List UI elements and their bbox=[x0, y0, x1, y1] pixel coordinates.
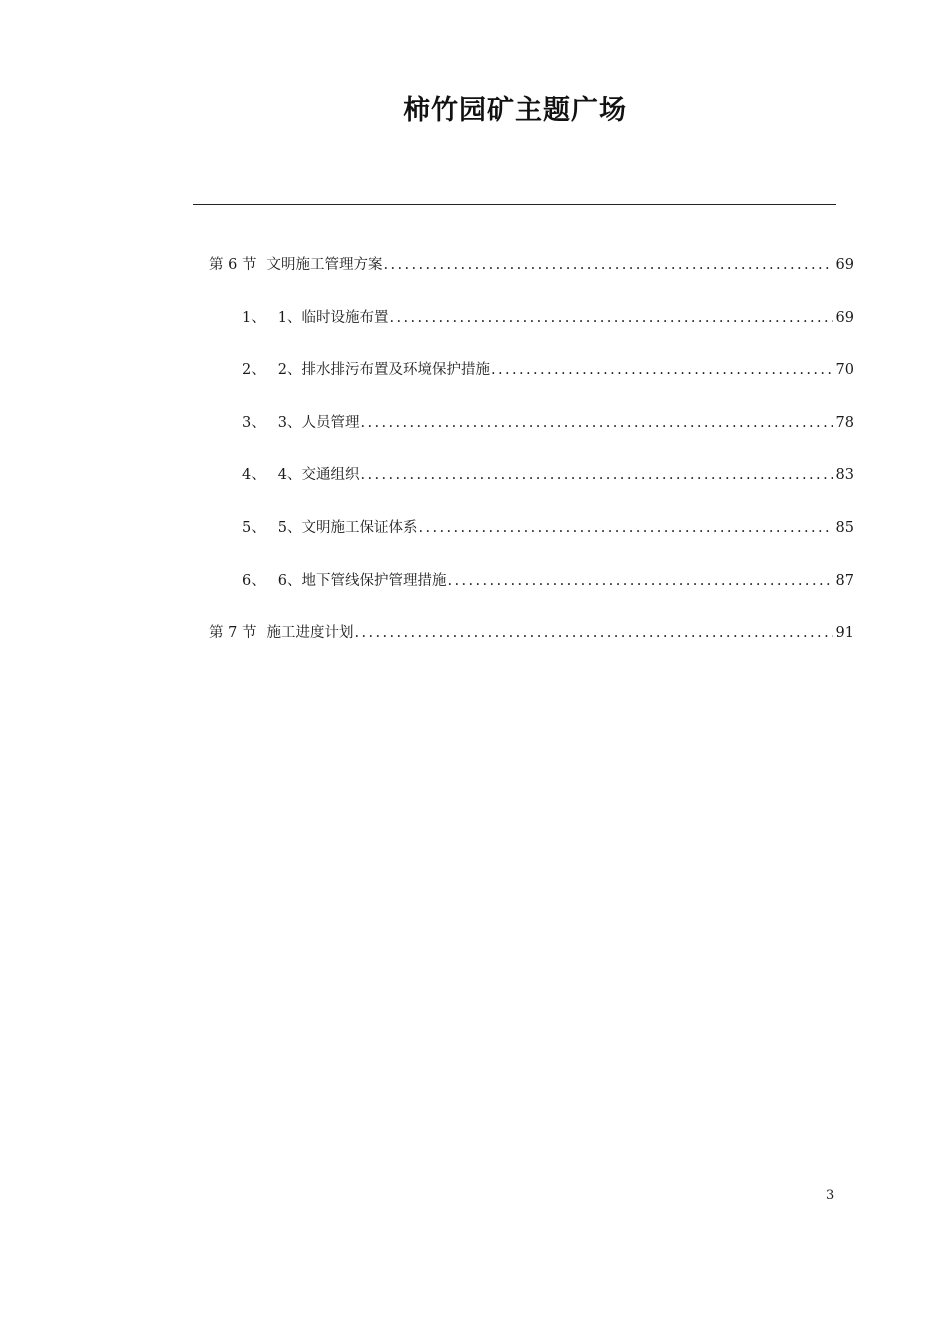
toc-entry-label: 1、临时设施布置 bbox=[277, 309, 389, 326]
toc-dot-leader bbox=[360, 410, 832, 436]
toc-entry-number: 1、 bbox=[242, 309, 266, 326]
toc-entry-page: 69 bbox=[835, 257, 854, 273]
toc-entry[interactable] bbox=[209, 462, 854, 488]
toc-dot-leader bbox=[360, 462, 832, 488]
toc-entry-label: 4、交通组织 bbox=[277, 467, 360, 484]
toc-dot-leader bbox=[447, 568, 832, 594]
toc-entry[interactable] bbox=[209, 305, 854, 331]
toc-entry[interactable] bbox=[209, 515, 854, 541]
toc-entry[interactable] bbox=[209, 410, 854, 436]
toc-entry-label: 文明施工管理方案 bbox=[266, 257, 383, 273]
toc-entry-label: 3、人员管理 bbox=[277, 414, 360, 431]
toc-entry-page: 70 bbox=[835, 362, 854, 379]
toc-entry-page: 83 bbox=[835, 467, 854, 484]
toc-entry-number: 3、 bbox=[242, 414, 266, 431]
header-rule bbox=[193, 204, 836, 205]
toc-entry-page: 69 bbox=[835, 309, 854, 326]
table-of-contents bbox=[209, 252, 854, 673]
toc-dot-leader bbox=[389, 305, 832, 331]
toc-entry[interactable] bbox=[209, 252, 854, 278]
toc-entry-page: 85 bbox=[835, 519, 854, 536]
toc-entry-page: 87 bbox=[835, 572, 854, 589]
document-title: 柿竹园矿主题广场 bbox=[403, 95, 627, 126]
toc-entry[interactable] bbox=[209, 620, 854, 646]
toc-entry[interactable] bbox=[209, 357, 854, 383]
toc-entry-number: 第 7 节 bbox=[209, 625, 257, 642]
page-number: 3 bbox=[826, 1188, 835, 1203]
toc-entry-label: 2、排水排污布置及环境保护措施 bbox=[277, 362, 490, 379]
toc-entry-number: 6、 bbox=[242, 572, 266, 589]
toc-dot-leader bbox=[418, 515, 832, 541]
toc-entry-label: 施工进度计划 bbox=[266, 625, 354, 642]
toc-entry-label: 5、文明施工保证体系 bbox=[277, 519, 418, 536]
toc-entry-page: 91 bbox=[835, 625, 854, 642]
toc-entry[interactable] bbox=[209, 568, 854, 594]
toc-entry-page: 78 bbox=[835, 414, 854, 431]
toc-entry-number: 4、 bbox=[242, 467, 266, 484]
toc-entry-number: 第 6 节 bbox=[209, 257, 257, 273]
toc-entry-number: 2、 bbox=[242, 362, 266, 379]
toc-entry-label: 6、地下管线保护管理措施 bbox=[277, 572, 447, 589]
toc-entry-number: 5、 bbox=[242, 519, 266, 536]
toc-dot-leader bbox=[491, 357, 833, 383]
toc-dot-leader bbox=[383, 252, 832, 278]
toc-dot-leader bbox=[354, 620, 832, 646]
